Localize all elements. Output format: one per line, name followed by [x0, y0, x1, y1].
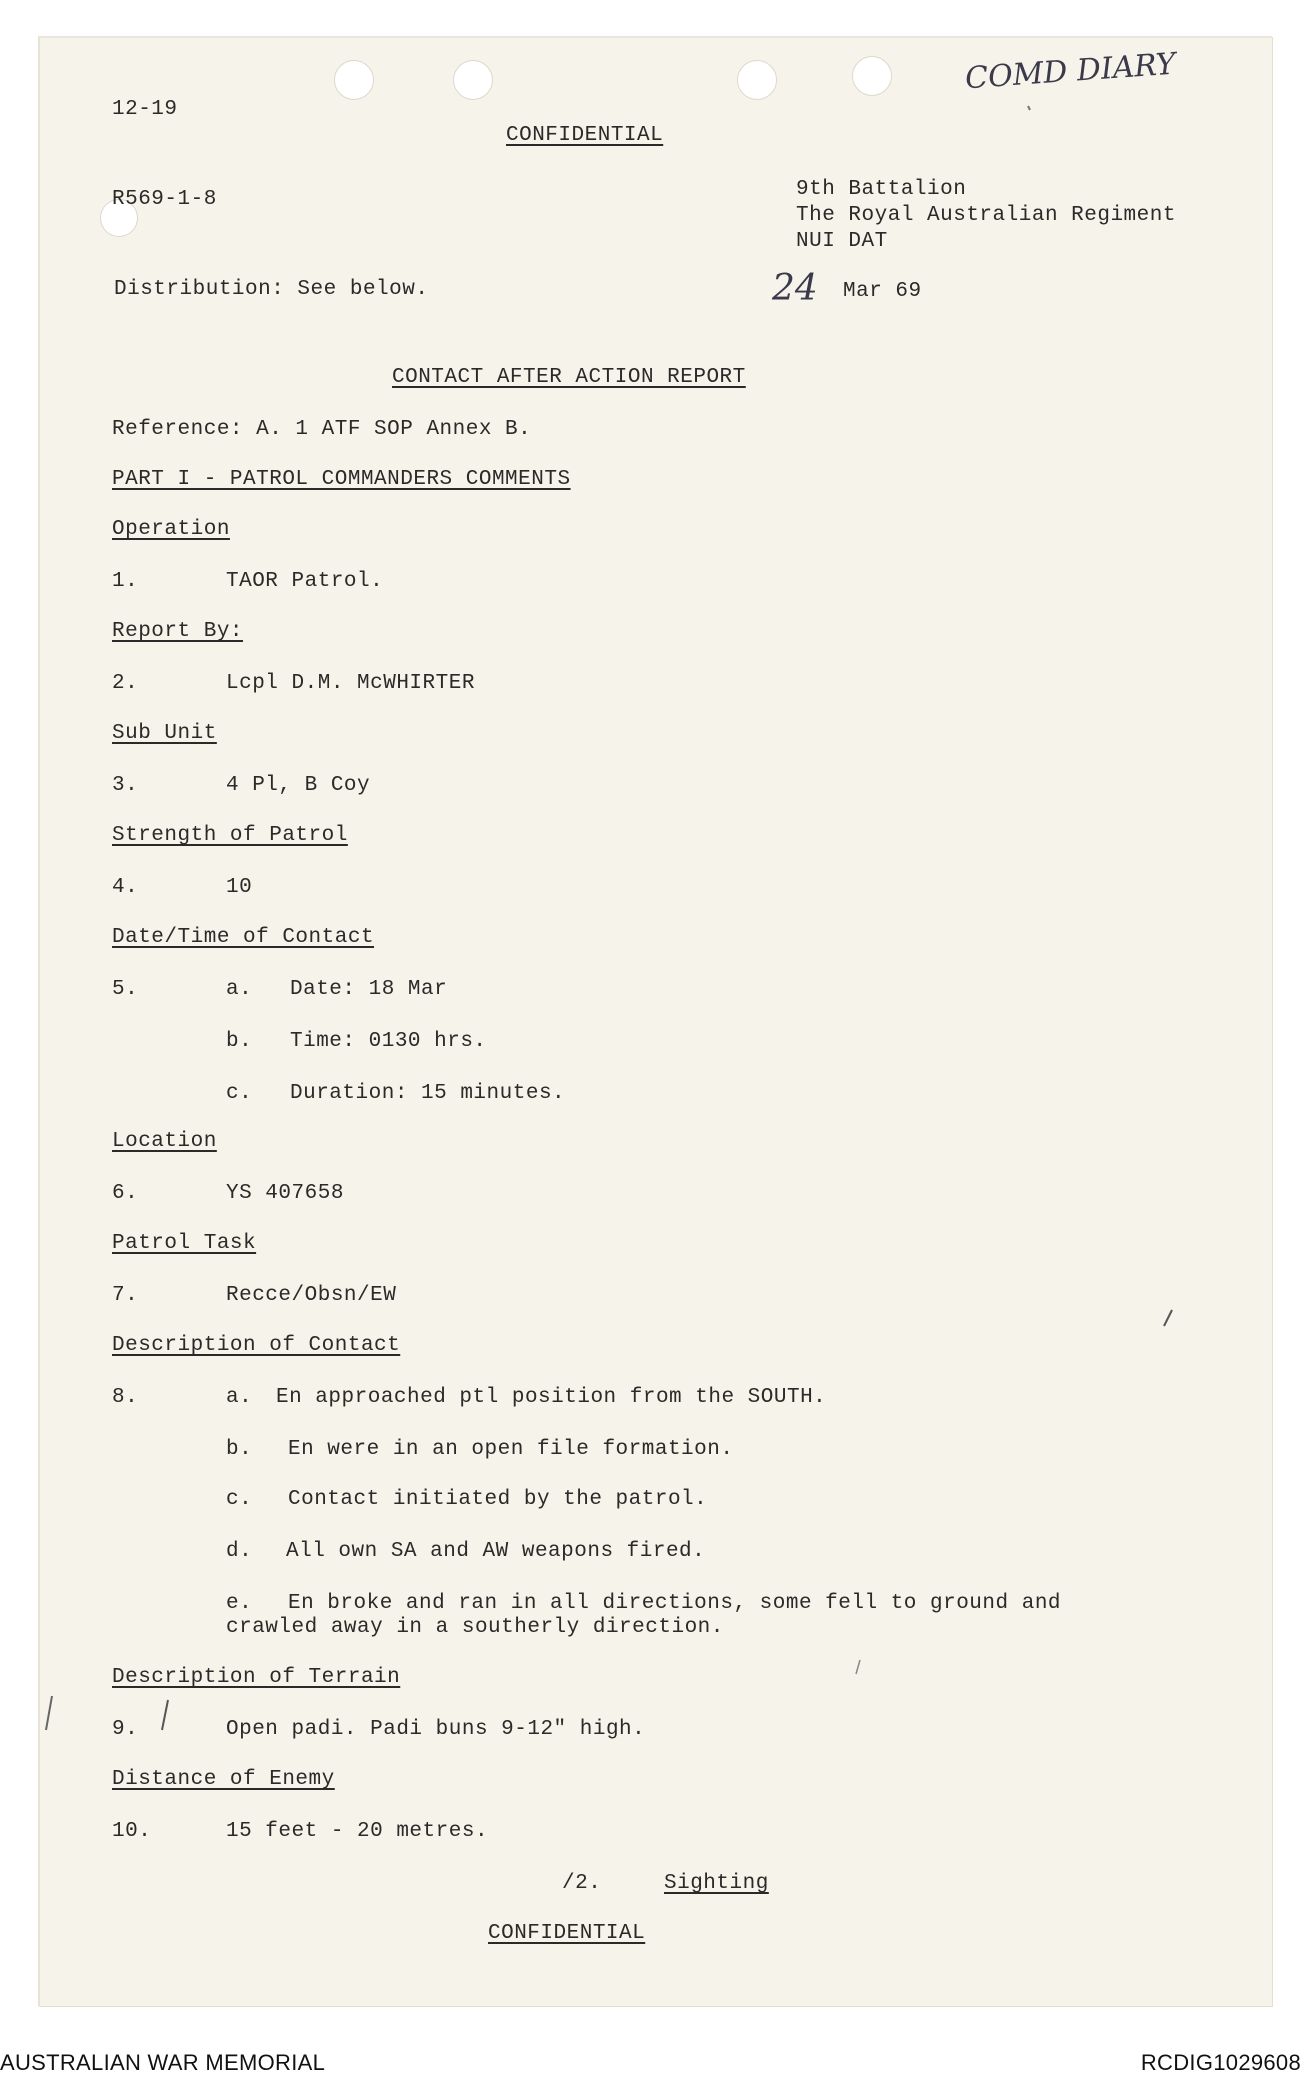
sub-item-letter: a.	[226, 978, 253, 1001]
section-heading-description: Description of Contact	[112, 1334, 401, 1357]
sub-item-letter: c.	[226, 1488, 253, 1511]
item-number: 2.	[112, 672, 139, 695]
item-text: Recce/Obsn/EW	[226, 1284, 397, 1307]
sub-item-text: En approached ptl position from the SOUTH.	[276, 1386, 827, 1409]
item-number: 7.	[112, 1284, 139, 1307]
item-text: Lcpl D.M. McWHIRTER	[226, 672, 475, 695]
handwritten-note: COMD DIARY	[964, 46, 1177, 97]
classification-top: CONFIDENTIAL	[506, 124, 664, 147]
document-page	[38, 36, 1272, 2006]
part-title: PART I - PATROL COMMANDERS COMMENTS	[112, 468, 571, 491]
sub-item-text: Contact initiated by the patrol.	[288, 1488, 708, 1511]
section-heading-operation: Operation	[112, 518, 230, 541]
item-number: 5.	[112, 978, 139, 1001]
unit-line-2: The Royal Australian Regiment	[796, 204, 1176, 227]
item-text: 10	[226, 876, 253, 899]
distribution: Distribution: See below.	[114, 278, 429, 301]
section-heading-location: Location	[112, 1130, 217, 1153]
item-number: 10.	[112, 1820, 152, 1843]
sub-item-letter: b.	[226, 1438, 253, 1461]
item-text: YS 407658	[226, 1182, 344, 1205]
sub-item-letter: d.	[226, 1540, 253, 1563]
classification-bottom: CONFIDENTIAL	[488, 1922, 646, 1945]
item-number: 4.	[112, 876, 139, 899]
section-heading-distance: Distance of Enemy	[112, 1768, 335, 1791]
item-text: 15 feet - 20 metres.	[226, 1820, 489, 1843]
section-heading-terrain: Description of Terrain	[112, 1666, 401, 1689]
sub-item-text: Duration: 15 minutes.	[290, 1082, 566, 1105]
handwritten-date: 24	[772, 268, 818, 309]
item-number: 8.	[112, 1386, 139, 1409]
punch-hole	[852, 56, 892, 96]
sub-item-text: All own SA and AW weapons fired.	[286, 1540, 706, 1563]
section-heading-datetime: Date/Time of Contact	[112, 926, 375, 949]
archive-credit-right: RCDIG1029608	[1140, 2050, 1301, 2075]
sub-item-text: En were in an open file formation.	[288, 1438, 734, 1461]
section-heading-patrol-task: Patrol Task	[112, 1232, 257, 1255]
punch-hole	[334, 60, 374, 100]
item-text: 4 Pl, B Coy	[226, 774, 371, 797]
sub-item-text: Date: 18 Mar	[290, 978, 448, 1001]
item-text: TAOR Patrol.	[226, 570, 384, 593]
report-title: CONTACT AFTER ACTION REPORT	[392, 366, 746, 389]
sub-item-letter: e.	[226, 1592, 253, 1615]
punch-hole	[737, 60, 777, 100]
punch-hole	[453, 60, 493, 100]
section-heading-strength: Strength of Patrol	[112, 824, 348, 847]
item-number: 6.	[112, 1182, 139, 1205]
item-number: 1.	[112, 570, 139, 593]
unit-line-3: NUI DAT	[796, 230, 888, 253]
archive-credit-left: AUSTRALIAN WAR MEMORIAL	[0, 2050, 326, 2075]
reference-number: R569-1-8	[112, 188, 217, 211]
file-number: 12-19	[112, 98, 178, 121]
sub-item-letter: b.	[226, 1030, 253, 1053]
date-printed: Mar 69	[843, 280, 922, 303]
sub-item-letter: c.	[226, 1082, 253, 1105]
page-marker: /2.	[562, 1872, 602, 1895]
sub-item-text: Time: 0130 hrs.	[290, 1030, 487, 1053]
sub-item-letter: a.	[226, 1386, 253, 1409]
section-heading-sub-unit: Sub Unit	[112, 722, 217, 745]
unit-line-1: 9th Battalion	[796, 178, 967, 201]
item-number: 9.	[112, 1718, 139, 1741]
sub-item-text: En broke and ran in all directions, some fell to ground and	[288, 1592, 1062, 1615]
section-heading-report-by: Report By:	[112, 620, 244, 643]
next-section-heading: Sighting	[664, 1872, 769, 1895]
item-number: 3.	[112, 774, 139, 797]
item-text: Open padi. Padi buns 9-12" high.	[226, 1718, 646, 1741]
sub-item-text-continued: crawled away in a southerly direction.	[226, 1616, 724, 1639]
reference-line: Reference: A. 1 ATF SOP Annex B.	[112, 418, 532, 441]
